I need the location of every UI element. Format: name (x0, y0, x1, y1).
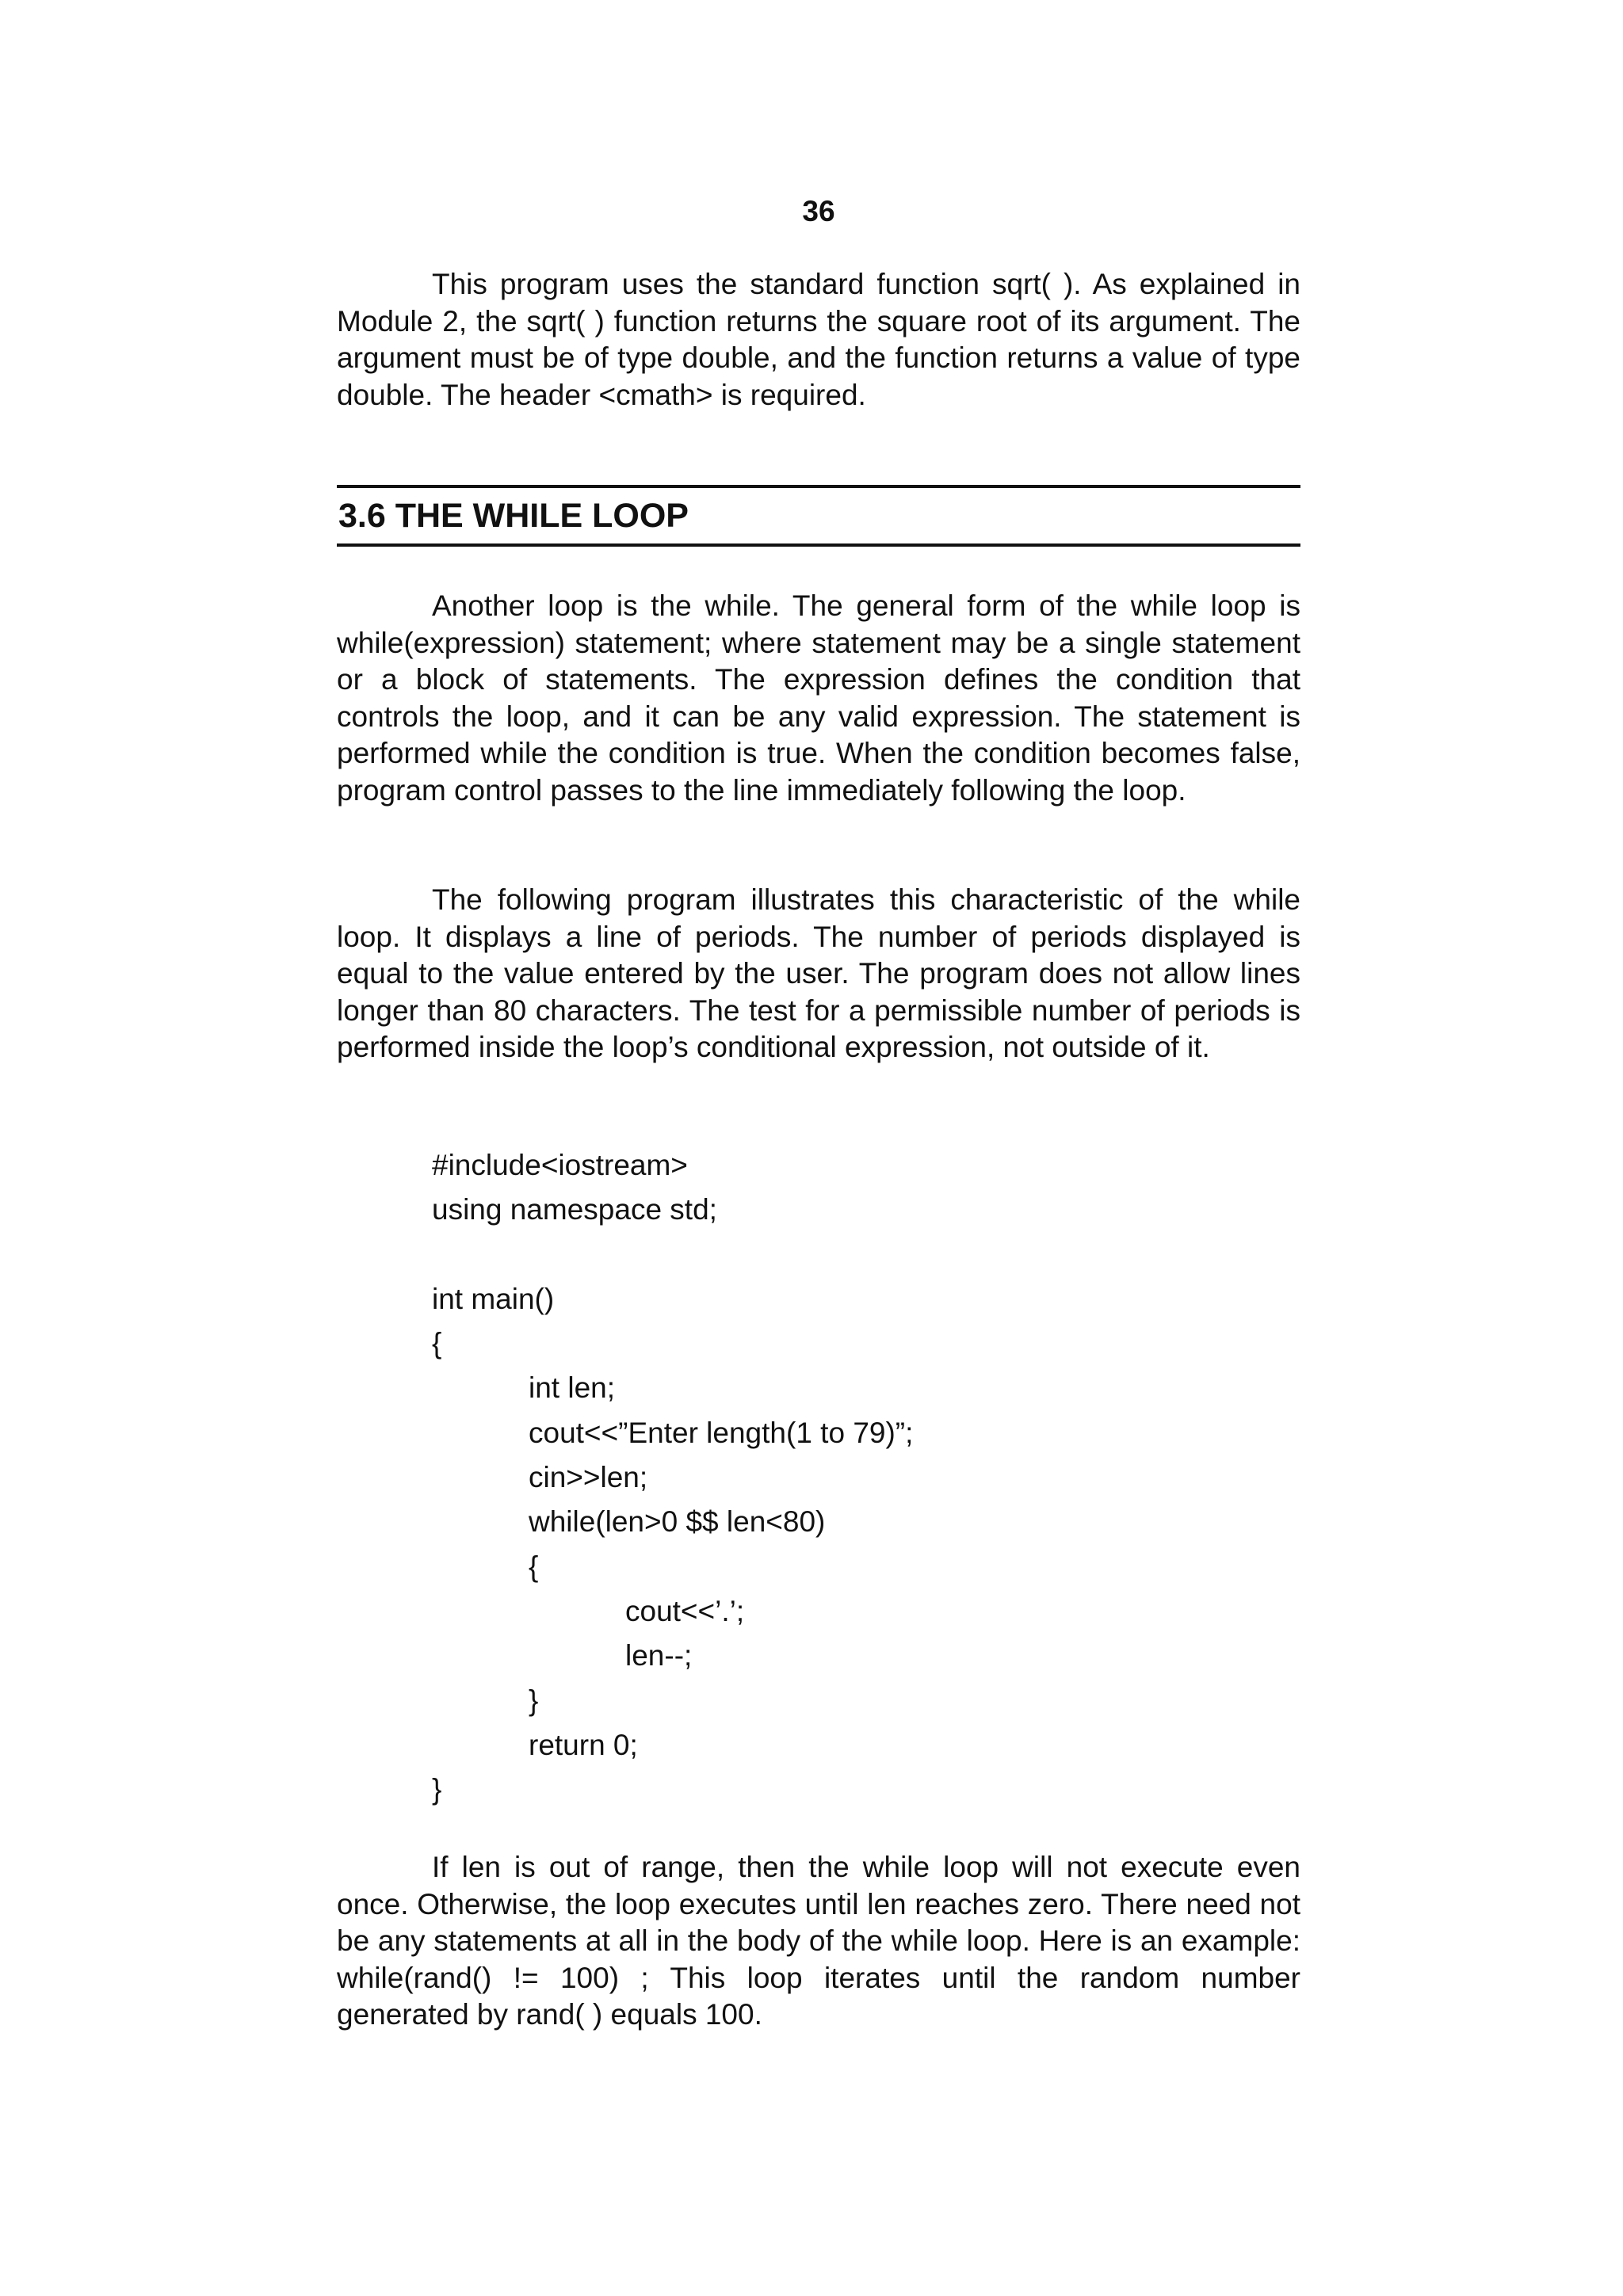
page-number: 36 (802, 195, 835, 227)
code-line: } (529, 1684, 539, 1717)
code-line: cout<<”Enter length(1 to 79)”; (529, 1416, 914, 1449)
code-line: while(len>0 $$ len<80) (529, 1505, 826, 1539)
code-line: int len; (529, 1371, 616, 1405)
paragraph-loop-behavior: If len is out of range, then the while loop will not execute even once. Otherwise, the loop executes until len reaches zero. There need not be any statements at all in the body of the while loop. Here is an example: while(rand() != 100) ; This loop iterates until the random number generated by rand( ) equals 100. (337, 1851, 1300, 2031)
code-line: return 0; (529, 1728, 638, 1761)
code-line: } (432, 1773, 442, 1806)
code-line: using namespace std; (432, 1193, 717, 1226)
paragraph-sqrt-explanation: This program uses the standard function sqrt( ). As explained in Module 2, the sqrt( ) function returns the square root of its argument. The argument must be of type double, and the function returns a value of type double. The header <cmath> is required. (337, 268, 1300, 411)
section-heading: 3.6 THE WHILE LOOP (338, 497, 689, 535)
code-line: { (529, 1550, 539, 1583)
code-line: len--; (625, 1639, 693, 1672)
code-line: { (432, 1327, 442, 1360)
section-heading-block (337, 485, 1300, 547)
code-line: #include<iostream> (432, 1149, 688, 1181)
code-blank-line (432, 1233, 1224, 1277)
code-line: cout<<’.’; (625, 1594, 745, 1627)
paragraph-program-description: The following program illustrates this characteristic of the while loop. It displays a line of periods. The number of periods displayed is equal to the value entered by the user. The program does not allow lines longer than 80 characters. The test for a permissible number of periods is performed inside the loop’s conditional expression, not outside of it. (337, 883, 1300, 1063)
code-line: int main() (432, 1282, 555, 1315)
code-line: cin>>len; (529, 1461, 648, 1494)
paragraph-while-intro: Another loop is the while. The general form of the while loop is while(expression) statement; where statement may be a single statement or a block of statements. The expression defines the condition that controls the loop, and it can be any valid expression. The statement is performed while the condition is true. When the condition becomes false, program control passes to the line immediately following the loop. (337, 589, 1300, 807)
code-listing (432, 1143, 1224, 1812)
